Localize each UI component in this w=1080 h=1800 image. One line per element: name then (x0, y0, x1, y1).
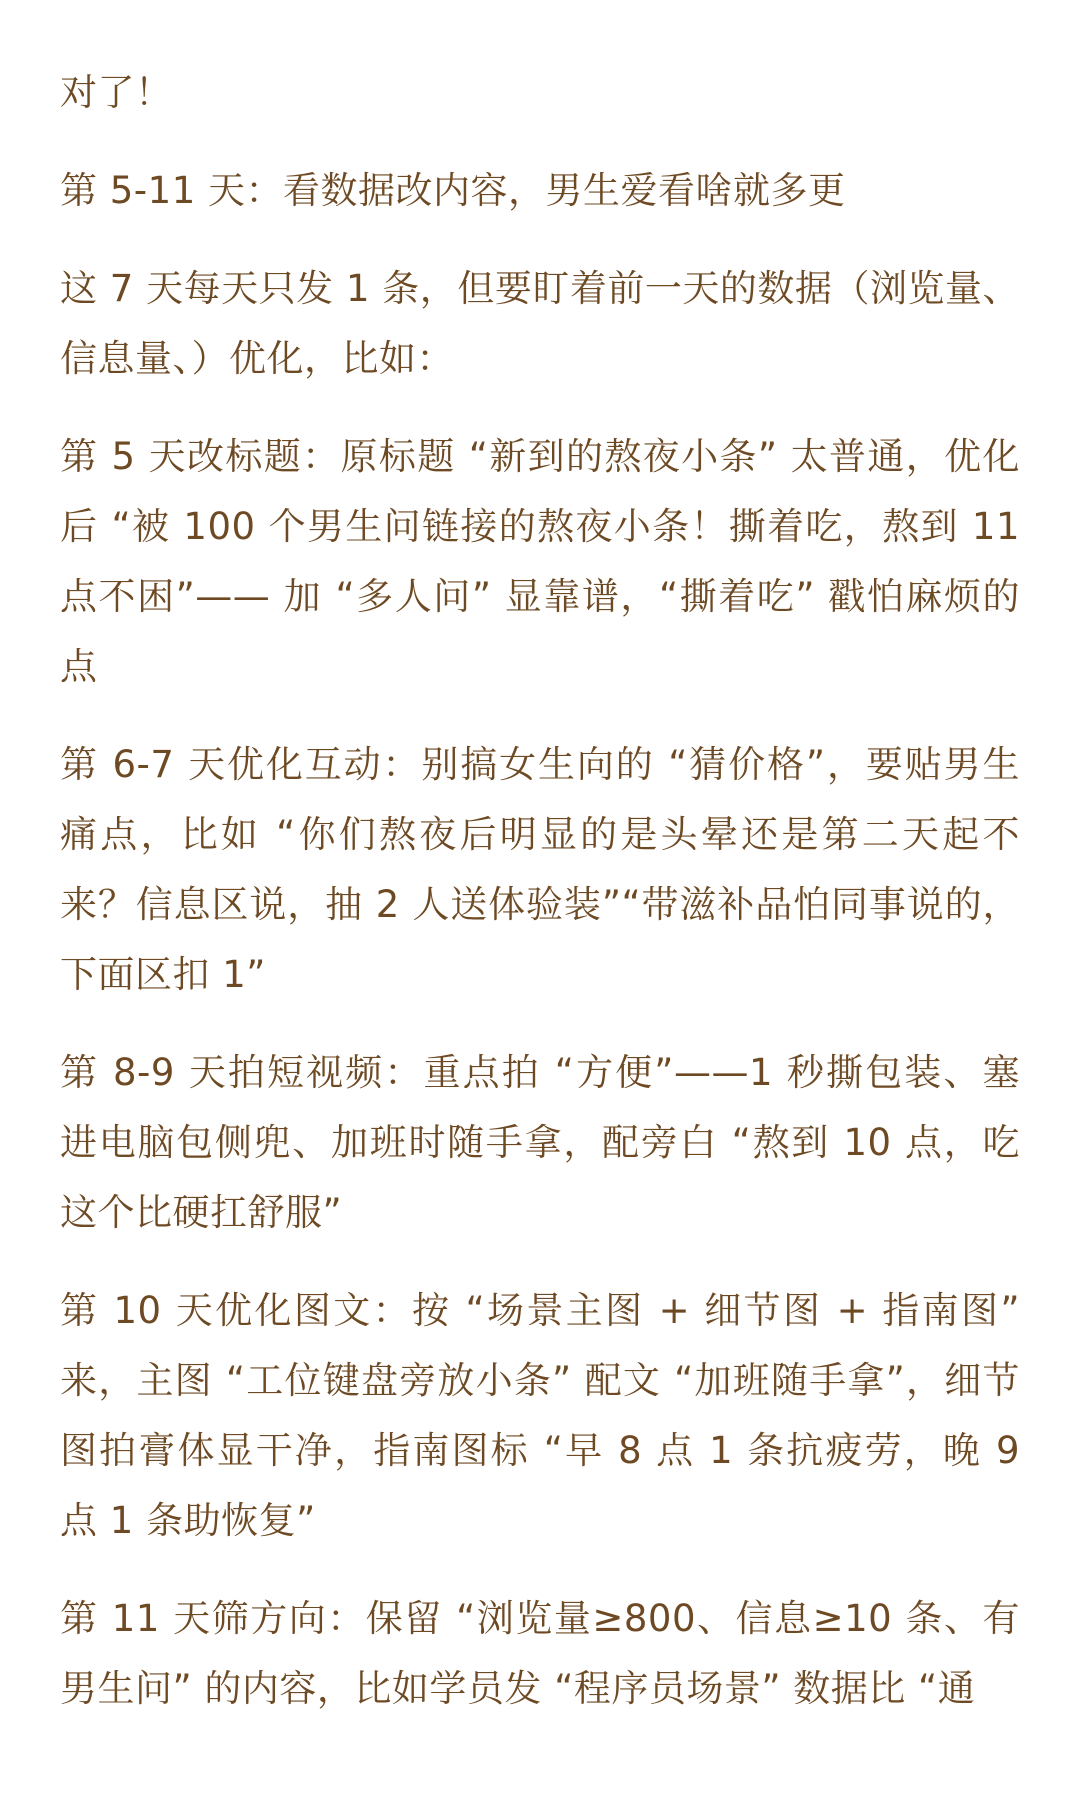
section-heading: 第 5-11 天：看数据改内容，男生爱看啥就多更 (60, 169, 846, 212)
paragraph-day-8-9: 第 8-9 天拍短视频：重点拍 “方便”——1 秒撕包装、塞进电脑包侧兜、加班时随手拿，配旁白 “熬到 10 点，吃这个比硬扛舒服” (60, 1051, 1020, 1234)
article-body (60, 58, 1020, 1752)
paragraph: 这 7 天每天只发 1 条，但要盯着前一天的数据（浏览量、信息量、）优化，比如： (60, 267, 1020, 380)
paragraph-day-11: 第 11 天筛方向：保留 “浏览量≥800、信息≥10 条、有男生问” 的内容，比如学员发 “程序员场景” 数据比 “通 (60, 1597, 1020, 1710)
paragraph-day-6-7: 第 6-7 天优化互动：别搞女生向的 “猜价格”，要贴男生痛点，比如 “你们熬夜后明显的是头晕还是第二天起不来？信息区说，抽 2 人送体验装”“带滋补品怕同事说的，下面区扣 1” (60, 743, 1020, 996)
paragraph: 对了！ (60, 71, 173, 114)
paragraph-day-10: 第 10 天优化图文：按 “场景主图 + 细节图 + 指南图” 来，主图 “工位键盘旁放小条” 配文 “加班随手拿”，细节图拍膏体显干净，指南图标 “早 8 点 1 条抗疲劳，晚 9 点 1 条助恢复” (60, 1289, 1020, 1542)
paragraph-day-5: 第 5 天改标题：原标题 “新到的熬夜小条” 太普通，优化后 “被 100 个男生问链接的熬夜小条！撕着吃，熬到 11 点不困”—— 加 “多人问” 显靠谱，“撕着吃” 戳怕麻烦的点 (60, 435, 1020, 688)
